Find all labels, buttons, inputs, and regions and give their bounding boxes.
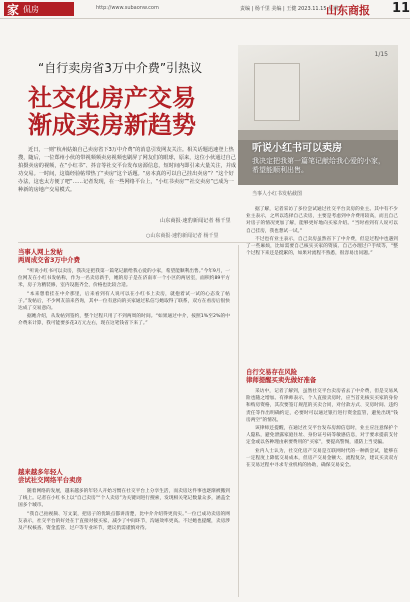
paper-name: 山东商报 — [326, 4, 370, 17]
headline — [28, 84, 196, 138]
paragraph: 据她介绍，从发帖到签约，整个过程只用了不到两周的时间。“如果通过中介，按照1%至2%的中介费来计算，我可能要多花3万元左右，现在这笔钱省下来了。” — [18, 314, 230, 327]
section-char: 家 — [7, 2, 20, 17]
lead-paragraph: 近日，一则“杭州姑娘自己卖房省下3万中介费”的消息引发网友关注。相关话题迅速登上热搜，随后，一位郑州小伙的带视频频卖房视频也刷屏了网友们的眼球，原来，这位小伙通过自己拍摄卖房的视频，在“小红书”、抖音等社交平台发布房源信息，短时间内即引来大量关注，并成功交易。一时间，这篇经验帖带热了“卖房”这个话题。“房本真的可以自己挂出卖房”？“这个好办法，这也太方便了吧”……记者发现，在一些网络平台上，“小红书卖房”“社交卖房”已成为一种新的房地产交易模式。 — [18, 147, 237, 193]
paragraph: 不过也有业主表示，自己卖房虽然省下了中介费，但是过程中也遇到了一些麻烦，比如需要自己核实买家的资质、自己办理过户手续等，“整个过程下来还是挺累的，如果对流程不熟悉，很容易出问题。” — [246, 236, 398, 257]
paragraph: 业内人士认为，社交化房产交易是互联网时代的一种新尝试，能够在一定程度上降低交易成本，但房产交易金额大、流程复杂，建议买卖双方在交易过程中寻求专业机构的协助，确保交易安全。 — [246, 448, 398, 469]
left-column-body-2 — [18, 488, 230, 533]
photo-caption-body: 我决定把我第一篇笔记献给我心爱的小家，希望能顺利出售。 — [252, 157, 385, 174]
paragraph: 该律师还提醒，在通过社交平台发布房源信息时，业主应注意保护个人隐私，避免泄露家庭住址、身份证号码等敏感信息，对于要求提前支付定金或以各种理由索要费用的“买家”，要提高警惕，谨防上当受骗。 — [246, 426, 398, 446]
paragraph: “本来想着挂在中介那里，后来看到有人说可以在小红书上卖房，就抱着试一试的心态发了帖子。”发帖后，不少网友前来咨询，其中一位有意向的买家通过私信与她取得了联系，双方在看房后很快达成了交易意向。 — [18, 291, 230, 312]
masthead — [0, 0, 410, 19]
left-subhead-2-line-2: 尝试社交网络平台卖房 — [18, 476, 82, 484]
paragraph: 据了解，记者采访了多位尝试通过社交平台卖房的业主。其中有不少业主表示，之所以选择自己卖房，主要是考虑到中介费用较高，而且自己对房子的情况更加了解，能够更好地向买家介绍。“当时看到有人说可以自己挂房，我也想试一试。” — [246, 207, 398, 234]
column-divider — [238, 245, 239, 597]
photo-index: 1/15 — [374, 51, 388, 58]
section-name: 侃房 — [23, 4, 40, 14]
right-subhead-1 — [246, 368, 316, 384]
source-line: ○山东商报·速豹新闻记者 杨千里 — [146, 233, 219, 239]
headline-line-2: 渐成卖房新趋势 — [28, 110, 196, 139]
masthead-meta: 责编 | 杨千里 美编 | 王健 2023.11.15 星期三 — [240, 6, 344, 12]
paragraph: “听说小红书可以卖房，我决定把我第一篇笔记献给我心爱的小家，希望能顺利出售。”今年9月，一位网友在小红书发帖称，作为一名卖房新手，她的房子是在济南市一个小区的两居室，面积约89平方米，房子为精装修，室内设施齐全，价格也比较合适。 — [18, 269, 230, 289]
headline-line-1: 社交化房产交易 — [28, 83, 196, 112]
right-subhead-1-line-1: 自行交易存在风险 — [246, 368, 298, 376]
left-subhead-1-line-1: 当事人网上发帖 — [18, 248, 63, 256]
photo-credit: 当事人小红书发帖截图 — [252, 191, 303, 197]
masthead-url: http://www.subaonw.com — [96, 5, 159, 11]
left-subhead-1 — [18, 248, 80, 264]
left-subhead-1-line-2: 两周成交省3万中介费 — [18, 256, 80, 264]
left-column-body-1 — [18, 268, 230, 329]
left-subhead-2-line-1: 越来越多年轻人 — [18, 468, 63, 476]
byline: 山东商报·速豹新闻记者 杨千里 — [160, 218, 231, 224]
right-column-body-2 — [246, 388, 398, 470]
kicker: “自行卖房省3万中介费”引热议 — [38, 61, 203, 75]
paragraph: “我自己拍视频、写文案，把房子的优缺点都讲清楚，比中介介绍得更真实。”一位已成功卖房的网友表示，社交平台的好处在于直接对接买家，减少了中间环节，沟通效率更高。不过她也提醒，卖房涉及产权核查、资金监管、过户等专业环节，建议仍需谨慎对待。 — [18, 511, 230, 532]
paragraph: 采访中，记者了解到，虽然社交平台卖房省去了中介费，但是交易风险也随之增加。有律师表示，个人直接卖房时，应当首先核实买家的身份和购房资格，其次要签订规范的买卖合同，对付款方式、交房时间、违约责任等作出明确约定，必要时可以通过银行进行资金监管，避免出现“钱房两空”的情况。 — [246, 389, 398, 423]
right-column-body-1 — [246, 206, 398, 258]
photo-caption-title: 听说小红书可以卖房 — [252, 143, 342, 154]
page-number: 11 — [392, 1, 410, 16]
wall-frame — [254, 63, 300, 121]
left-subhead-2 — [18, 468, 82, 484]
right-subhead-1-line-2: 律师提醒买卖先做好准备 — [246, 376, 317, 384]
paragraph: 随着网络的发展，越来越多的年轻人开始习惯在社交平台上分享生活，而卖房这件事也逐渐被搬到了线上。记者在小红书上以“自己卖房”“个人卖房”为关键词进行搜索，发现相关笔记数量众多，涵盖全国多个城市。 — [18, 489, 230, 509]
section-tag — [4, 2, 74, 16]
article-photo — [238, 45, 398, 185]
